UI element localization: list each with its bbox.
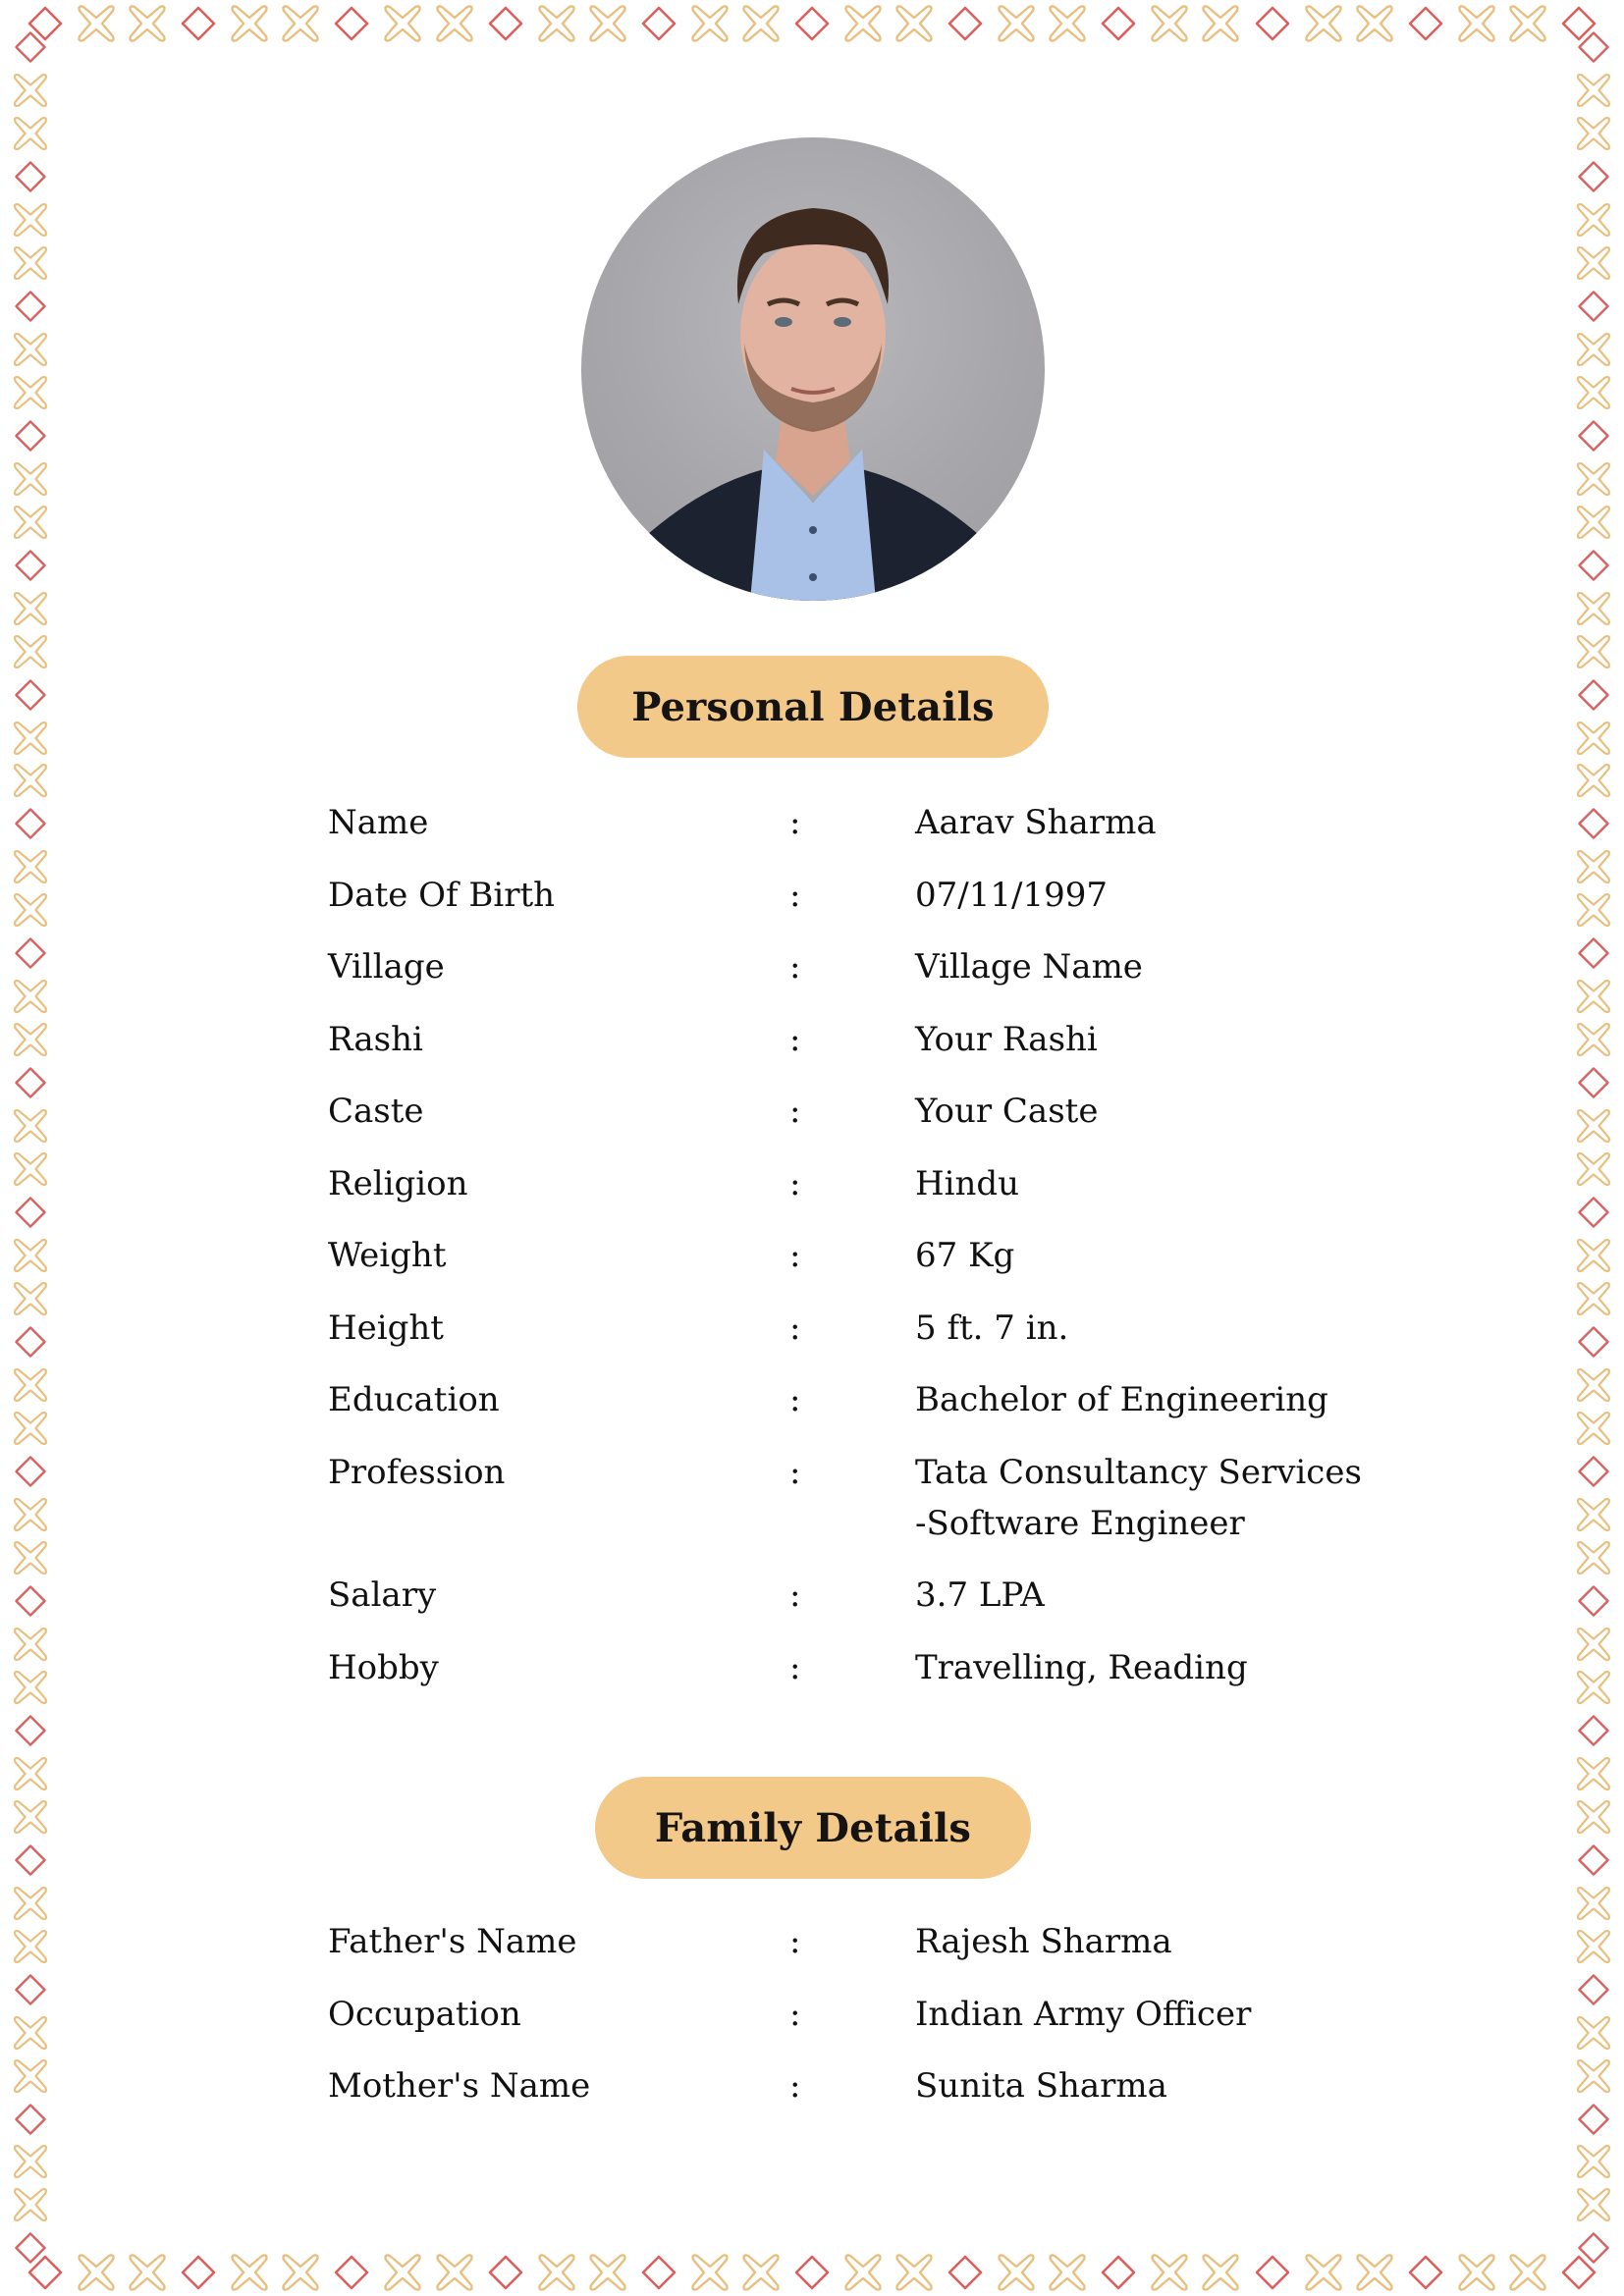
detail-value-line: 07/11/1997: [915, 875, 1108, 915]
detail-value: [915, 1642, 1408, 1693]
diamond-icon: [9, 1581, 52, 1621]
cross-icon: [1572, 1495, 1615, 1534]
detail-separator: :: [789, 947, 801, 987]
diamond-icon: [1572, 2228, 1615, 2268]
cross-icon: [1046, 2, 1089, 45]
detail-value: [915, 1447, 1408, 1549]
diamond-icon: [1404, 2251, 1447, 2294]
cross-icon: [9, 1409, 52, 1448]
cross-icon: [1572, 1927, 1615, 1966]
detail-value-line: 67 Kg: [915, 1236, 1015, 1275]
cross-icon: [1506, 2251, 1549, 2294]
cross-icon: [841, 2251, 885, 2294]
cross-icon: [1572, 1279, 1615, 1318]
detail-separator: :: [789, 1163, 801, 1203]
detail-value: [915, 1158, 1408, 1209]
cross-icon: [9, 1625, 52, 1664]
diamond-icon: [1572, 416, 1615, 455]
cross-icon: [9, 1927, 52, 1966]
family-details-heading: Family Details: [595, 1777, 1031, 1879]
detail-value-line: Your Caste: [915, 1092, 1099, 1131]
detail-row: [328, 2060, 1408, 2111]
diamond-icon: [484, 2251, 527, 2294]
diamond-icon: [1572, 675, 1615, 715]
cross-icon: [75, 2251, 118, 2294]
diamond-icon: [9, 934, 52, 973]
detail-row: [328, 1570, 1408, 1621]
cross-icon: [9, 71, 52, 110]
diamond-icon: [1572, 1970, 1615, 2009]
detail-label: Weight: [328, 1236, 447, 1275]
cross-icon: [1572, 1754, 1615, 1793]
cross-icon: [1572, 1409, 1615, 1448]
diamond-icon: [9, 157, 52, 196]
cross-icon: [1455, 2, 1498, 45]
detail-separator: :: [789, 1575, 801, 1615]
diamond-icon: [1572, 934, 1615, 973]
diamond-icon: [177, 2, 220, 45]
cross-icon: [739, 2, 783, 45]
diamond-icon: [637, 2251, 680, 2294]
detail-label: Salary: [328, 1575, 437, 1615]
cross-icon: [1572, 459, 1615, 499]
cross-icon: [1302, 2, 1345, 45]
cross-icon: [1572, 1106, 1615, 1146]
cross-icon: [1572, 761, 1615, 800]
cross-icon: [1572, 1365, 1615, 1405]
diamond-icon: [1572, 1063, 1615, 1102]
border-right: [1565, 27, 1622, 2269]
personal-details-list: [328, 797, 1408, 1714]
cross-icon: [586, 2251, 629, 2294]
cross-icon: [228, 2251, 271, 2294]
cross-icon: [1572, 589, 1615, 628]
diamond-icon: [9, 287, 52, 326]
cross-icon: [688, 2251, 731, 2294]
cross-icon: [433, 2251, 476, 2294]
detail-value: [915, 1303, 1408, 1354]
detail-row: [328, 797, 1408, 848]
cross-icon: [893, 2251, 936, 2294]
cross-icon: [126, 2, 169, 45]
diamond-icon: [1572, 546, 1615, 585]
detail-label: Profession: [328, 1452, 506, 1492]
detail-value: [915, 870, 1408, 921]
cross-icon: [586, 2, 629, 45]
detail-separator: :: [789, 1452, 801, 1492]
detail-label: Village: [328, 947, 445, 987]
person-portrait-icon: [581, 137, 1045, 601]
cross-icon: [9, 977, 52, 1016]
detail-row: [328, 1158, 1408, 1209]
cross-icon: [1572, 373, 1615, 412]
cross-icon: [9, 1797, 52, 1837]
cross-icon: [9, 761, 52, 800]
detail-value-line: 5 ft. 7 in.: [915, 1308, 1069, 1348]
cross-icon: [9, 632, 52, 671]
cross-icon: [1506, 2, 1549, 45]
diamond-icon: [9, 1193, 52, 1232]
cross-icon: [75, 2, 118, 45]
cross-icon: [1572, 2185, 1615, 2224]
detail-separator: :: [789, 1236, 801, 1275]
cross-icon: [1572, 890, 1615, 930]
diamond-icon: [790, 2251, 834, 2294]
cross-icon: [433, 2, 476, 45]
cross-icon: [1353, 2251, 1396, 2294]
detail-label: Height: [328, 1308, 444, 1348]
detail-row: [328, 1374, 1408, 1425]
cross-icon: [1572, 632, 1615, 671]
detail-value-line: Aarav Sharma: [915, 803, 1157, 842]
diamond-icon: [9, 1711, 52, 1750]
cross-icon: [1572, 330, 1615, 369]
detail-label: Father's Name: [328, 1922, 577, 1961]
diamond-icon: [9, 416, 52, 455]
cross-icon: [9, 847, 52, 886]
cross-icon: [1572, 847, 1615, 886]
cross-icon: [9, 719, 52, 758]
detail-label: Religion: [328, 1163, 468, 1203]
family-details-list: [328, 1916, 1408, 2133]
diamond-icon: [9, 1841, 52, 1880]
cross-icon: [9, 1538, 52, 1577]
diamond-icon: [330, 2, 373, 45]
cross-icon: [9, 1106, 52, 1146]
diamond-icon: [9, 1452, 52, 1491]
diamond-icon: [9, 675, 52, 715]
diamond-icon: [1572, 1841, 1615, 1880]
detail-label: Rashi: [328, 1019, 423, 1059]
cross-icon: [228, 2, 271, 45]
detail-value: [915, 941, 1408, 992]
detail-row: [328, 1447, 1408, 1549]
cross-icon: [9, 243, 52, 283]
detail-row: [328, 1014, 1408, 1065]
diamond-icon: [944, 2251, 987, 2294]
cross-icon: [1199, 2, 1242, 45]
detail-value-line: 3.7 LPA: [915, 1575, 1045, 1615]
detail-value-line: Indian Army Officer: [915, 1994, 1252, 2034]
cross-icon: [1046, 2251, 1089, 2294]
diamond-icon: [1572, 804, 1615, 843]
detail-separator: :: [789, 1922, 801, 1961]
cross-icon: [9, 1236, 52, 1275]
cross-icon: [535, 2, 578, 45]
cross-icon: [1199, 2251, 1242, 2294]
detail-separator: :: [789, 1019, 801, 1059]
cross-icon: [279, 2251, 322, 2294]
diamond-icon: [9, 1063, 52, 1102]
cross-icon: [9, 2013, 52, 2053]
diamond-icon: [1097, 2, 1140, 45]
diamond-icon: [790, 2, 834, 45]
detail-value-line: Village Name: [915, 947, 1143, 987]
detail-value-line: Sunita Sharma: [915, 2066, 1167, 2106]
cross-icon: [1572, 503, 1615, 542]
diamond-icon: [484, 2, 527, 45]
detail-separator: :: [789, 1092, 801, 1131]
cross-icon: [9, 1495, 52, 1534]
cross-icon: [995, 2251, 1038, 2294]
detail-separator: :: [789, 803, 801, 842]
detail-value-line: Tata Consultancy Services: [915, 1452, 1362, 1492]
detail-separator: :: [789, 875, 801, 915]
cross-icon: [1353, 2, 1396, 45]
detail-row: [328, 1916, 1408, 1967]
cross-icon: [1572, 114, 1615, 153]
diamond-icon: [9, 1322, 52, 1362]
cross-icon: [1302, 2251, 1345, 2294]
detail-row: [328, 1303, 1408, 1354]
border-left: [2, 27, 59, 2269]
diamond-icon: [1572, 2100, 1615, 2139]
cross-icon: [1572, 1668, 1615, 1707]
diamond-icon: [1572, 1193, 1615, 1232]
cross-icon: [1148, 2, 1191, 45]
cross-icon: [9, 1754, 52, 1793]
cross-icon: [1572, 243, 1615, 283]
diamond-icon: [1572, 1322, 1615, 1362]
cross-icon: [9, 1279, 52, 1318]
cross-icon: [688, 2, 731, 45]
cross-icon: [9, 1668, 52, 1707]
diamond-icon: [9, 2228, 52, 2268]
cross-icon: [9, 459, 52, 499]
detail-value-line: Your Rashi: [915, 1019, 1098, 1059]
cross-icon: [1572, 719, 1615, 758]
diamond-icon: [1572, 27, 1615, 67]
detail-value: [915, 797, 1408, 848]
cross-icon: [9, 330, 52, 369]
cross-icon: [739, 2251, 783, 2294]
detail-separator: :: [789, 1380, 801, 1419]
detail-label: Occupation: [328, 1994, 521, 2034]
diamond-icon: [9, 27, 52, 67]
cross-icon: [1572, 1020, 1615, 1059]
cross-icon: [1572, 71, 1615, 110]
cross-icon: [9, 2056, 52, 2096]
cross-icon: [126, 2251, 169, 2294]
diamond-icon: [1572, 157, 1615, 196]
detail-label: Name: [328, 803, 429, 842]
detail-row: [328, 941, 1408, 992]
detail-value: [915, 1989, 1408, 2040]
profile-photo: [581, 137, 1045, 601]
detail-separator: :: [789, 1647, 801, 1687]
detail-separator: :: [789, 1308, 801, 1348]
detail-label: Date Of Birth: [328, 875, 556, 915]
cross-icon: [1148, 2251, 1191, 2294]
cross-icon: [9, 589, 52, 628]
detail-value: [915, 1916, 1408, 1967]
cross-icon: [841, 2, 885, 45]
diamond-icon: [330, 2251, 373, 2294]
cross-icon: [279, 2, 322, 45]
diamond-icon: [9, 1970, 52, 2009]
cross-icon: [1572, 1797, 1615, 1837]
cross-icon: [1572, 2056, 1615, 2096]
detail-value-line: Bachelor of Engineering: [915, 1380, 1328, 1419]
detail-label: Education: [328, 1380, 500, 1419]
cross-icon: [1572, 1236, 1615, 1275]
detail-row: [328, 1642, 1408, 1693]
diamond-icon: [1097, 2251, 1140, 2294]
diamond-icon: [9, 546, 52, 585]
diamond-icon: [1251, 2, 1294, 45]
cross-icon: [9, 2185, 52, 2224]
diamond-icon: [9, 804, 52, 843]
diamond-icon: [177, 2251, 220, 2294]
detail-label: Mother's Name: [328, 2066, 591, 2106]
detail-separator: :: [789, 2066, 801, 2106]
detail-value: [915, 1374, 1408, 1425]
detail-value-line: -Software Engineer: [915, 1503, 1245, 1543]
detail-row: [328, 1086, 1408, 1137]
cross-icon: [9, 1020, 52, 1059]
cross-icon: [1572, 1625, 1615, 1664]
diamond-icon: [1572, 287, 1615, 326]
cross-icon: [9, 503, 52, 542]
cross-icon: [1572, 200, 1615, 240]
detail-label: Caste: [328, 1092, 424, 1131]
cross-icon: [9, 1884, 52, 1923]
personal-details-heading: Personal Details: [577, 656, 1049, 758]
diamond-icon: [9, 2100, 52, 2139]
diamond-icon: [1572, 1452, 1615, 1491]
cross-icon: [9, 200, 52, 240]
detail-value: [915, 2060, 1408, 2111]
detail-row: [328, 1989, 1408, 2040]
diamond-icon: [1404, 2, 1447, 45]
cross-icon: [9, 1365, 52, 1405]
diamond-icon: [944, 2, 987, 45]
cross-icon: [1572, 2013, 1615, 2053]
detail-row: [328, 870, 1408, 921]
cross-icon: [1455, 2251, 1498, 2294]
diamond-icon: [637, 2, 680, 45]
detail-value: [915, 1230, 1408, 1281]
cross-icon: [9, 373, 52, 412]
detail-value-line: Travelling, Reading: [915, 1647, 1248, 1687]
diamond-icon: [1572, 1711, 1615, 1750]
detail-row: [328, 1230, 1408, 1281]
cross-icon: [1572, 1884, 1615, 1923]
detail-value: [915, 1570, 1408, 1621]
detail-value: [915, 1014, 1408, 1065]
cross-icon: [9, 2142, 52, 2181]
detail-value-line: Hindu: [915, 1163, 1020, 1203]
cross-icon: [893, 2, 936, 45]
border-top: [24, 2, 1600, 45]
cross-icon: [1572, 1538, 1615, 1577]
diamond-icon: [1572, 1581, 1615, 1621]
detail-value-line: Rajesh Sharma: [915, 1922, 1172, 1961]
detail-label: Hobby: [328, 1647, 439, 1687]
cross-icon: [9, 1149, 52, 1189]
cross-icon: [1572, 1149, 1615, 1189]
cross-icon: [995, 2, 1038, 45]
detail-separator: :: [789, 1994, 801, 2034]
cross-icon: [9, 114, 52, 153]
detail-value: [915, 1086, 1408, 1137]
border-bottom: [24, 2251, 1600, 2294]
cross-icon: [535, 2251, 578, 2294]
cross-icon: [1572, 977, 1615, 1016]
cross-icon: [9, 890, 52, 930]
cross-icon: [1572, 2142, 1615, 2181]
diamond-icon: [1251, 2251, 1294, 2294]
cross-icon: [381, 2, 424, 45]
cross-icon: [381, 2251, 424, 2294]
